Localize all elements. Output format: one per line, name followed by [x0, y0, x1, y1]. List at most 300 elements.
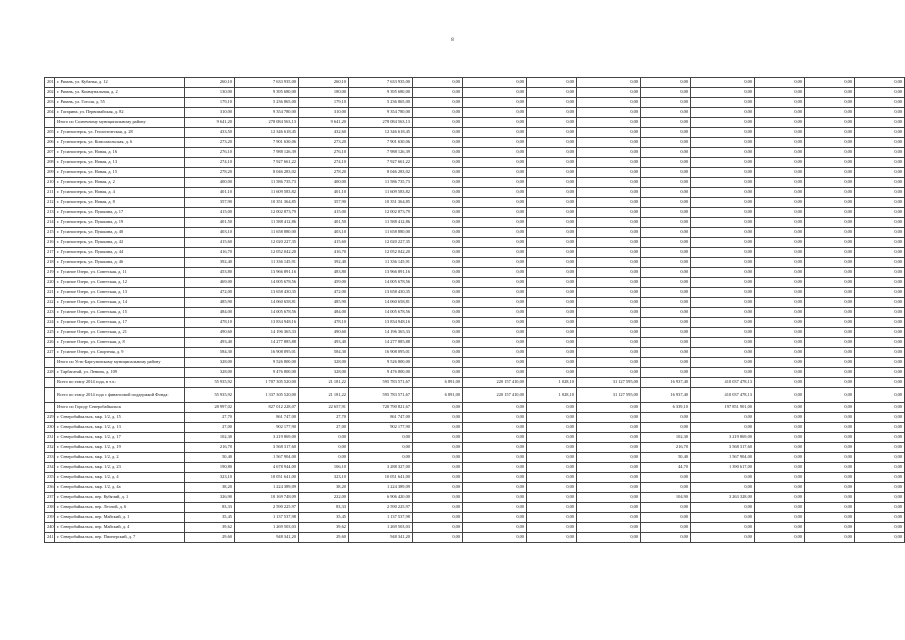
value-cell: 0,00 — [691, 308, 755, 318]
address-cell: г. Гусиноозерск, ул. Новая, д. 15 — [55, 168, 185, 178]
value-cell: 328,00 — [299, 358, 349, 368]
value-cell: 0,00 — [805, 378, 855, 388]
value-cell: 0,00 — [577, 523, 641, 533]
value-cell: 401,10 — [299, 188, 349, 198]
value-cell: 0,00 — [805, 228, 855, 238]
value-cell: 0,00 — [577, 463, 641, 473]
table-row — [45, 208, 905, 218]
value-cell: 0,00 — [463, 523, 527, 533]
value-cell: 0,00 — [855, 513, 905, 523]
value-cell: 0,00 — [691, 268, 755, 278]
row-number: 213 — [45, 208, 55, 218]
value-cell: 55 935,92 — [185, 388, 235, 403]
value-cell: 0,00 — [577, 443, 641, 453]
value-cell: 11 658 880,00 — [349, 228, 413, 238]
value-cell: 0,00 — [755, 258, 805, 268]
value-cell: 0,00 — [413, 338, 463, 348]
value-cell: 416,70 — [299, 248, 349, 258]
value-cell: 8 046 283,02 — [235, 168, 299, 178]
value-cell: 12 002 873,79 — [235, 208, 299, 218]
row-number — [45, 358, 55, 368]
value-cell: 50,40 — [641, 453, 691, 463]
row-number: 215 — [45, 228, 55, 238]
value-cell: 0,00 — [463, 268, 527, 278]
value-cell: 0,00 — [855, 278, 905, 288]
value-cell: 0,00 — [641, 108, 691, 118]
row-number: 227 — [45, 348, 55, 358]
row-number — [45, 378, 55, 388]
value-cell: 0,00 — [463, 128, 527, 138]
value-cell: 190,80 — [185, 463, 235, 473]
value-cell: 0,00 — [413, 423, 463, 433]
value-cell: 0,00 — [805, 423, 855, 433]
value-cell: 0,00 — [855, 358, 905, 368]
value-cell: 0,00 — [855, 378, 905, 388]
value-cell: 3 568 317,60 — [235, 443, 299, 453]
value-cell: 0,00 — [463, 188, 527, 198]
value-cell: 10 051 641,00 — [235, 473, 299, 483]
address-cell: г. Северобайкальск, мкр. 1/2, д. 4 — [55, 473, 185, 483]
value-cell: 0,00 — [463, 198, 527, 208]
value-cell: 0,00 — [527, 533, 577, 543]
value-cell: 273,20 — [299, 138, 349, 148]
table-row — [45, 198, 905, 208]
value-cell: 0,00 — [755, 503, 805, 513]
row-number: 220 — [45, 278, 55, 288]
value-cell: 14 196 365,33 — [349, 328, 413, 338]
value-cell: 0,00 — [755, 278, 805, 288]
value-cell: 0,00 — [641, 308, 691, 318]
value-cell: 9 354 780,00 — [349, 108, 413, 118]
value-cell: 9 641,20 — [299, 118, 349, 128]
value-cell: 0,00 — [463, 238, 527, 248]
value-cell: 0,00 — [805, 358, 855, 368]
value-cell: 12 020 227,35 — [349, 238, 413, 248]
table-row — [45, 288, 905, 298]
value-cell: 0,00 — [805, 403, 855, 413]
value-cell: 0,00 — [805, 338, 855, 348]
value-cell: 0,00 — [755, 378, 805, 388]
row-number: 235 — [45, 473, 55, 483]
value-cell: 0,00 — [691, 413, 755, 423]
value-cell: 0,00 — [413, 368, 463, 378]
value-cell: 0,00 — [463, 443, 527, 453]
value-cell: 0,00 — [527, 318, 577, 328]
value-cell: 0,00 — [527, 423, 577, 433]
value-cell: 0,00 — [691, 128, 755, 138]
value-cell: 0,00 — [413, 463, 463, 473]
table-row — [45, 338, 905, 348]
address-cell: г. Гусиное Озеро, ул. Советская, д. 14 — [55, 298, 185, 308]
value-cell: 490,60 — [299, 328, 349, 338]
value-cell: 55 935,92 — [185, 378, 235, 388]
row-number: 209 — [45, 168, 55, 178]
value-cell: 0,00 — [755, 108, 805, 118]
value-cell: 11 588 412,86 — [235, 218, 299, 228]
value-cell: 10 351 364,85 — [235, 198, 299, 208]
value-cell: 0,00 — [527, 503, 577, 513]
table-row — [45, 138, 905, 148]
value-cell: 0,00 — [691, 483, 755, 493]
table-row — [45, 238, 905, 248]
value-cell: 27,70 — [299, 413, 349, 423]
value-cell: 0,00 — [527, 278, 577, 288]
value-cell: 16 908 095,01 — [235, 348, 299, 358]
value-cell: 485,90 — [185, 298, 235, 308]
value-cell: 7 633 935,00 — [235, 78, 299, 88]
value-cell: 0,00 — [527, 433, 577, 443]
value-cell: 0,00 — [805, 413, 855, 423]
value-cell: 0,00 — [527, 403, 577, 413]
value-cell: 7 927 661,22 — [235, 158, 299, 168]
value-cell: 1 707 305 520,00 — [235, 378, 299, 388]
value-cell: 0,00 — [413, 258, 463, 268]
value-cell: 0,00 — [577, 473, 641, 483]
value-cell: 6 339,10 — [641, 403, 691, 413]
value-cell: 12 052 042,20 — [349, 248, 413, 258]
value-cell: 16 908 095,01 — [349, 348, 413, 358]
value-cell: 0,00 — [691, 118, 755, 128]
value-cell: 1 269 503,03 — [235, 523, 299, 533]
value-cell: 0,00 — [413, 98, 463, 108]
value-cell: 9 526 800,00 — [349, 358, 413, 368]
value-cell: 0,00 — [527, 78, 577, 88]
value-cell: 0,00 — [691, 328, 755, 338]
value-cell: 0,00 — [463, 473, 527, 483]
value-cell: 0,00 — [755, 338, 805, 348]
value-cell: 216,70 — [641, 443, 691, 453]
value-cell: 9 476 800,00 — [349, 368, 413, 378]
table-row — [45, 248, 905, 258]
value-cell: 21 181,22 — [299, 378, 349, 388]
row-number: 208 — [45, 158, 55, 168]
value-cell: 0,00 — [855, 368, 905, 378]
value-cell: 0,00 — [577, 493, 641, 503]
value-cell: 948 341,20 — [235, 533, 299, 543]
value-cell: 106,10 — [299, 463, 349, 473]
address-cell: г. Гусиноозерск, ул. Пушкина, д. 40 — [55, 228, 185, 238]
value-cell: 410 037 478,13 — [691, 378, 755, 388]
value-cell: 0,00 — [413, 403, 463, 413]
value-cell: 0,00 — [641, 328, 691, 338]
value-cell: 276,10 — [185, 148, 235, 158]
value-cell: 0,00 — [641, 288, 691, 298]
value-cell: 0,00 — [855, 328, 905, 338]
value-cell: 3 568 317,60 — [691, 443, 755, 453]
value-cell: 0,00 — [755, 483, 805, 493]
table-row — [45, 118, 905, 128]
value-cell: 0,00 — [805, 513, 855, 523]
value-cell: 0,00 — [577, 138, 641, 148]
address-cell: г. Северобайкальск, мкр. 1/2, д. 13 — [55, 423, 185, 433]
value-cell: 0,00 — [413, 118, 463, 128]
value-cell: 0,00 — [527, 358, 577, 368]
value-cell: 0,00 — [463, 338, 527, 348]
address-cell: г. Гусиноозерск, ул. Пушкина, д. 19 — [55, 218, 185, 228]
table-row — [45, 158, 905, 168]
value-cell: 0,00 — [855, 208, 905, 218]
value-cell: 0,00 — [527, 308, 577, 318]
value-cell: 2 590 225,97 — [235, 503, 299, 513]
value-cell: 478,10 — [185, 318, 235, 328]
value-cell: 0,00 — [527, 118, 577, 128]
value-cell: 16 937,40 — [641, 378, 691, 388]
value-cell: 0,00 — [463, 88, 527, 98]
value-cell: 0,00 — [463, 413, 527, 423]
value-cell: 0,00 — [855, 523, 905, 533]
row-number: 238 — [45, 503, 55, 513]
value-cell: 328,00 — [185, 358, 235, 368]
row-number: 203 — [45, 98, 55, 108]
address-cell: г. Рязань, ул. Кубанья, д. 12 — [55, 78, 185, 88]
value-cell: 0,00 — [349, 453, 413, 463]
value-cell: 0,00 — [413, 238, 463, 248]
value-cell: 0,00 — [755, 228, 805, 238]
value-cell: 14 005 678,56 — [349, 278, 413, 288]
value-cell: 216,70 — [185, 443, 235, 453]
value-cell: 29,60 — [185, 533, 235, 543]
value-cell: 0,00 — [755, 248, 805, 258]
value-cell: 0,00 — [755, 168, 805, 178]
value-cell: 0,00 — [577, 298, 641, 308]
address-cell: г. Гусиное Озеро, ул. Советская, д. 21 — [55, 328, 185, 338]
value-cell: 0,00 — [855, 188, 905, 198]
value-cell: 0,00 — [641, 338, 691, 348]
value-cell: 274,10 — [299, 158, 349, 168]
row-number: 214 — [45, 218, 55, 228]
value-cell: 0,00 — [577, 258, 641, 268]
value-cell: 83,33 — [299, 503, 349, 513]
row-number: 206 — [45, 138, 55, 148]
row-number: 229 — [45, 413, 55, 423]
value-cell: 326,90 — [185, 493, 235, 503]
row-number: 230 — [45, 423, 55, 433]
value-cell: 493,40 — [185, 338, 235, 348]
value-cell: 0,00 — [755, 138, 805, 148]
value-cell: 6 906 420,00 — [349, 493, 413, 503]
address-cell: Итого по Усть-Баргузинскому муниципальному району — [55, 358, 185, 368]
table-row — [45, 443, 905, 453]
address-cell: г. Гусиноозерск, ул. Пушкина, д. 46 — [55, 258, 185, 268]
value-cell: 0,00 — [855, 248, 905, 258]
value-cell: 0,00 — [755, 413, 805, 423]
value-cell: 0,00 — [413, 288, 463, 298]
value-cell: 0,00 — [413, 198, 463, 208]
value-cell: 11 586 735,73 — [235, 178, 299, 188]
value-cell: 0,00 — [805, 298, 855, 308]
value-cell: 9 476 800,00 — [235, 368, 299, 378]
value-cell: 0,00 — [855, 533, 905, 543]
value-cell: 1 224 389,09 — [235, 483, 299, 493]
value-cell: 0,00 — [463, 258, 527, 268]
value-cell: 595 783 571,67 — [349, 388, 413, 403]
table-body — [45, 78, 905, 543]
value-cell: 0,00 — [527, 218, 577, 228]
value-cell: 410 037 478,13 — [691, 388, 755, 403]
value-cell: 0,00 — [855, 318, 905, 328]
value-cell: 0,00 — [755, 128, 805, 138]
value-cell: 0,00 — [527, 413, 577, 423]
value-cell: 12 346 618,45 — [349, 128, 413, 138]
value-cell: 0,00 — [691, 138, 755, 148]
value-cell: 0,00 — [527, 523, 577, 533]
value-cell: 401,10 — [185, 188, 235, 198]
value-cell: 0,00 — [755, 463, 805, 473]
value-cell: 276,10 — [299, 148, 349, 158]
value-cell: 0,00 — [855, 128, 905, 138]
value-cell: 0,00 — [805, 148, 855, 158]
value-cell: 0,00 — [413, 308, 463, 318]
value-cell: 0,00 — [691, 278, 755, 288]
value-cell: 328,00 — [185, 368, 235, 378]
address-cell: г. Северобайкальск, мкр. 1/2, д. 23 — [55, 463, 185, 473]
value-cell: 0,00 — [527, 128, 577, 138]
value-cell: 0,00 — [527, 208, 577, 218]
value-cell: 0,00 — [641, 533, 691, 543]
value-cell: 0,00 — [691, 98, 755, 108]
row-number: 217 — [45, 248, 55, 258]
value-cell: 0,00 — [413, 533, 463, 543]
value-cell: 0,00 — [641, 413, 691, 423]
address-cell: г. Гусиноозерск, ул. Пушкина, д. 17 — [55, 208, 185, 218]
value-cell: 0,00 — [855, 403, 905, 413]
table-row — [45, 453, 905, 463]
value-cell: 104,90 — [641, 493, 691, 503]
table-row — [45, 148, 905, 158]
value-cell: 0,00 — [755, 148, 805, 158]
value-cell: 0,00 — [691, 318, 755, 328]
value-cell: 0,00 — [855, 88, 905, 98]
value-cell: 0,00 — [413, 188, 463, 198]
value-cell: 0,00 — [855, 158, 905, 168]
value-cell: 0,00 — [463, 453, 527, 463]
value-cell: 0,00 — [755, 493, 805, 503]
value-cell: 0,00 — [299, 433, 349, 443]
value-cell: 0,00 — [413, 443, 463, 453]
address-cell: г. Гусиное Озеро, ул. Спортная, д. 9 — [55, 348, 185, 358]
value-cell: 902 177,90 — [349, 423, 413, 433]
value-cell: 4 678 944,00 — [235, 463, 299, 473]
value-cell: 22 657,91 — [299, 403, 349, 413]
value-cell: 102,30 — [185, 433, 235, 443]
table-row — [45, 258, 905, 268]
row-number: 225 — [45, 328, 55, 338]
value-cell: 0,00 — [855, 228, 905, 238]
value-cell: 0,00 — [527, 348, 577, 358]
row-number: 224 — [45, 318, 55, 328]
table-row — [45, 298, 905, 308]
value-cell: 0,00 — [755, 208, 805, 218]
value-cell: 0,00 — [641, 98, 691, 108]
value-cell: 469,00 — [185, 278, 235, 288]
value-cell: 490,60 — [185, 328, 235, 338]
value-cell: 392,40 — [185, 258, 235, 268]
value-cell: 0,00 — [577, 423, 641, 433]
value-cell: 0,00 — [527, 148, 577, 158]
value-cell: 0,00 — [691, 523, 755, 533]
value-cell: 0,00 — [463, 178, 527, 188]
value-cell: 0,00 — [463, 108, 527, 118]
value-cell: 483,80 — [299, 268, 349, 278]
value-cell: 179,10 — [299, 98, 349, 108]
value-cell: 0,00 — [805, 108, 855, 118]
value-cell: 0,00 — [691, 238, 755, 248]
value-cell: 0,00 — [855, 288, 905, 298]
value-cell: 0,00 — [577, 503, 641, 513]
value-cell: 12 346 618,45 — [235, 128, 299, 138]
table-row — [45, 533, 905, 543]
value-cell: 0,00 — [641, 513, 691, 523]
table-row — [45, 78, 905, 88]
value-cell: 8 046 283,02 — [349, 168, 413, 178]
value-cell: 484,00 — [185, 308, 235, 318]
value-cell: 0,00 — [463, 138, 527, 148]
value-cell: 432,60 — [299, 128, 349, 138]
value-cell: 0,00 — [577, 433, 641, 443]
value-cell: 478,10 — [299, 318, 349, 328]
value-cell: 416,70 — [185, 248, 235, 258]
value-cell: 11 588 412,86 — [349, 218, 413, 228]
value-cell: 584,30 — [299, 348, 349, 358]
value-cell: 0,00 — [755, 443, 805, 453]
value-cell: 328,00 — [299, 368, 349, 378]
value-cell: 1 337 305 520,00 — [235, 388, 299, 403]
value-cell: 0,00 — [463, 218, 527, 228]
value-cell: 0,00 — [755, 423, 805, 433]
value-cell: 0,00 — [855, 218, 905, 228]
value-cell: 400,00 — [185, 178, 235, 188]
value-cell: 0,00 — [527, 268, 577, 278]
row-number: 211 — [45, 188, 55, 198]
value-cell: 1 137 537,98 — [349, 513, 413, 523]
address-cell: г. Гусиноозерск, ул. Пушкина, д. 44 — [55, 248, 185, 258]
value-cell: 0,00 — [413, 278, 463, 288]
value-cell: 220 157 410,00 — [463, 378, 527, 388]
value-cell: 902 177,90 — [235, 423, 299, 433]
value-cell: 0,00 — [641, 278, 691, 288]
row-number: 231 — [45, 433, 55, 443]
value-cell: 0,00 — [577, 308, 641, 318]
address-cell: г. Северобайкальск, пер. Майский, д. 1 — [55, 513, 185, 523]
address-cell: г. Гусиноозерск, ул. Новая, д. 4 — [55, 188, 185, 198]
value-cell: 0,00 — [577, 348, 641, 358]
value-cell: 10 051 641,00 — [349, 473, 413, 483]
value-cell: 310,00 — [185, 108, 235, 118]
value-cell: 0,00 — [577, 128, 641, 138]
value-cell: 0,00 — [641, 503, 691, 513]
value-cell: 0,00 — [463, 98, 527, 108]
value-cell: 5 236 865,00 — [235, 98, 299, 108]
value-cell: 485,90 — [299, 298, 349, 308]
value-cell: 0,00 — [805, 218, 855, 228]
value-cell: 0,00 — [691, 288, 755, 298]
value-cell: 415,00 — [185, 208, 235, 218]
value-cell: 0,00 — [527, 248, 577, 258]
value-cell: 179,10 — [185, 98, 235, 108]
address-cell: г. Северобайкальск, мкр. 1/2, д. 4а — [55, 483, 185, 493]
value-cell: 0,00 — [805, 118, 855, 128]
value-cell: 0,00 — [641, 118, 691, 128]
value-cell: 0,00 — [855, 433, 905, 443]
value-cell: 0,00 — [413, 298, 463, 308]
value-cell: 83,33 — [185, 503, 235, 513]
value-cell: 0,00 — [577, 98, 641, 108]
value-cell: 0,00 — [641, 218, 691, 228]
value-cell: 9 395 680,00 — [349, 88, 413, 98]
value-cell: 0,00 — [413, 473, 463, 483]
value-cell: 220 157 410,00 — [463, 388, 527, 403]
value-cell: 0,00 — [641, 348, 691, 358]
